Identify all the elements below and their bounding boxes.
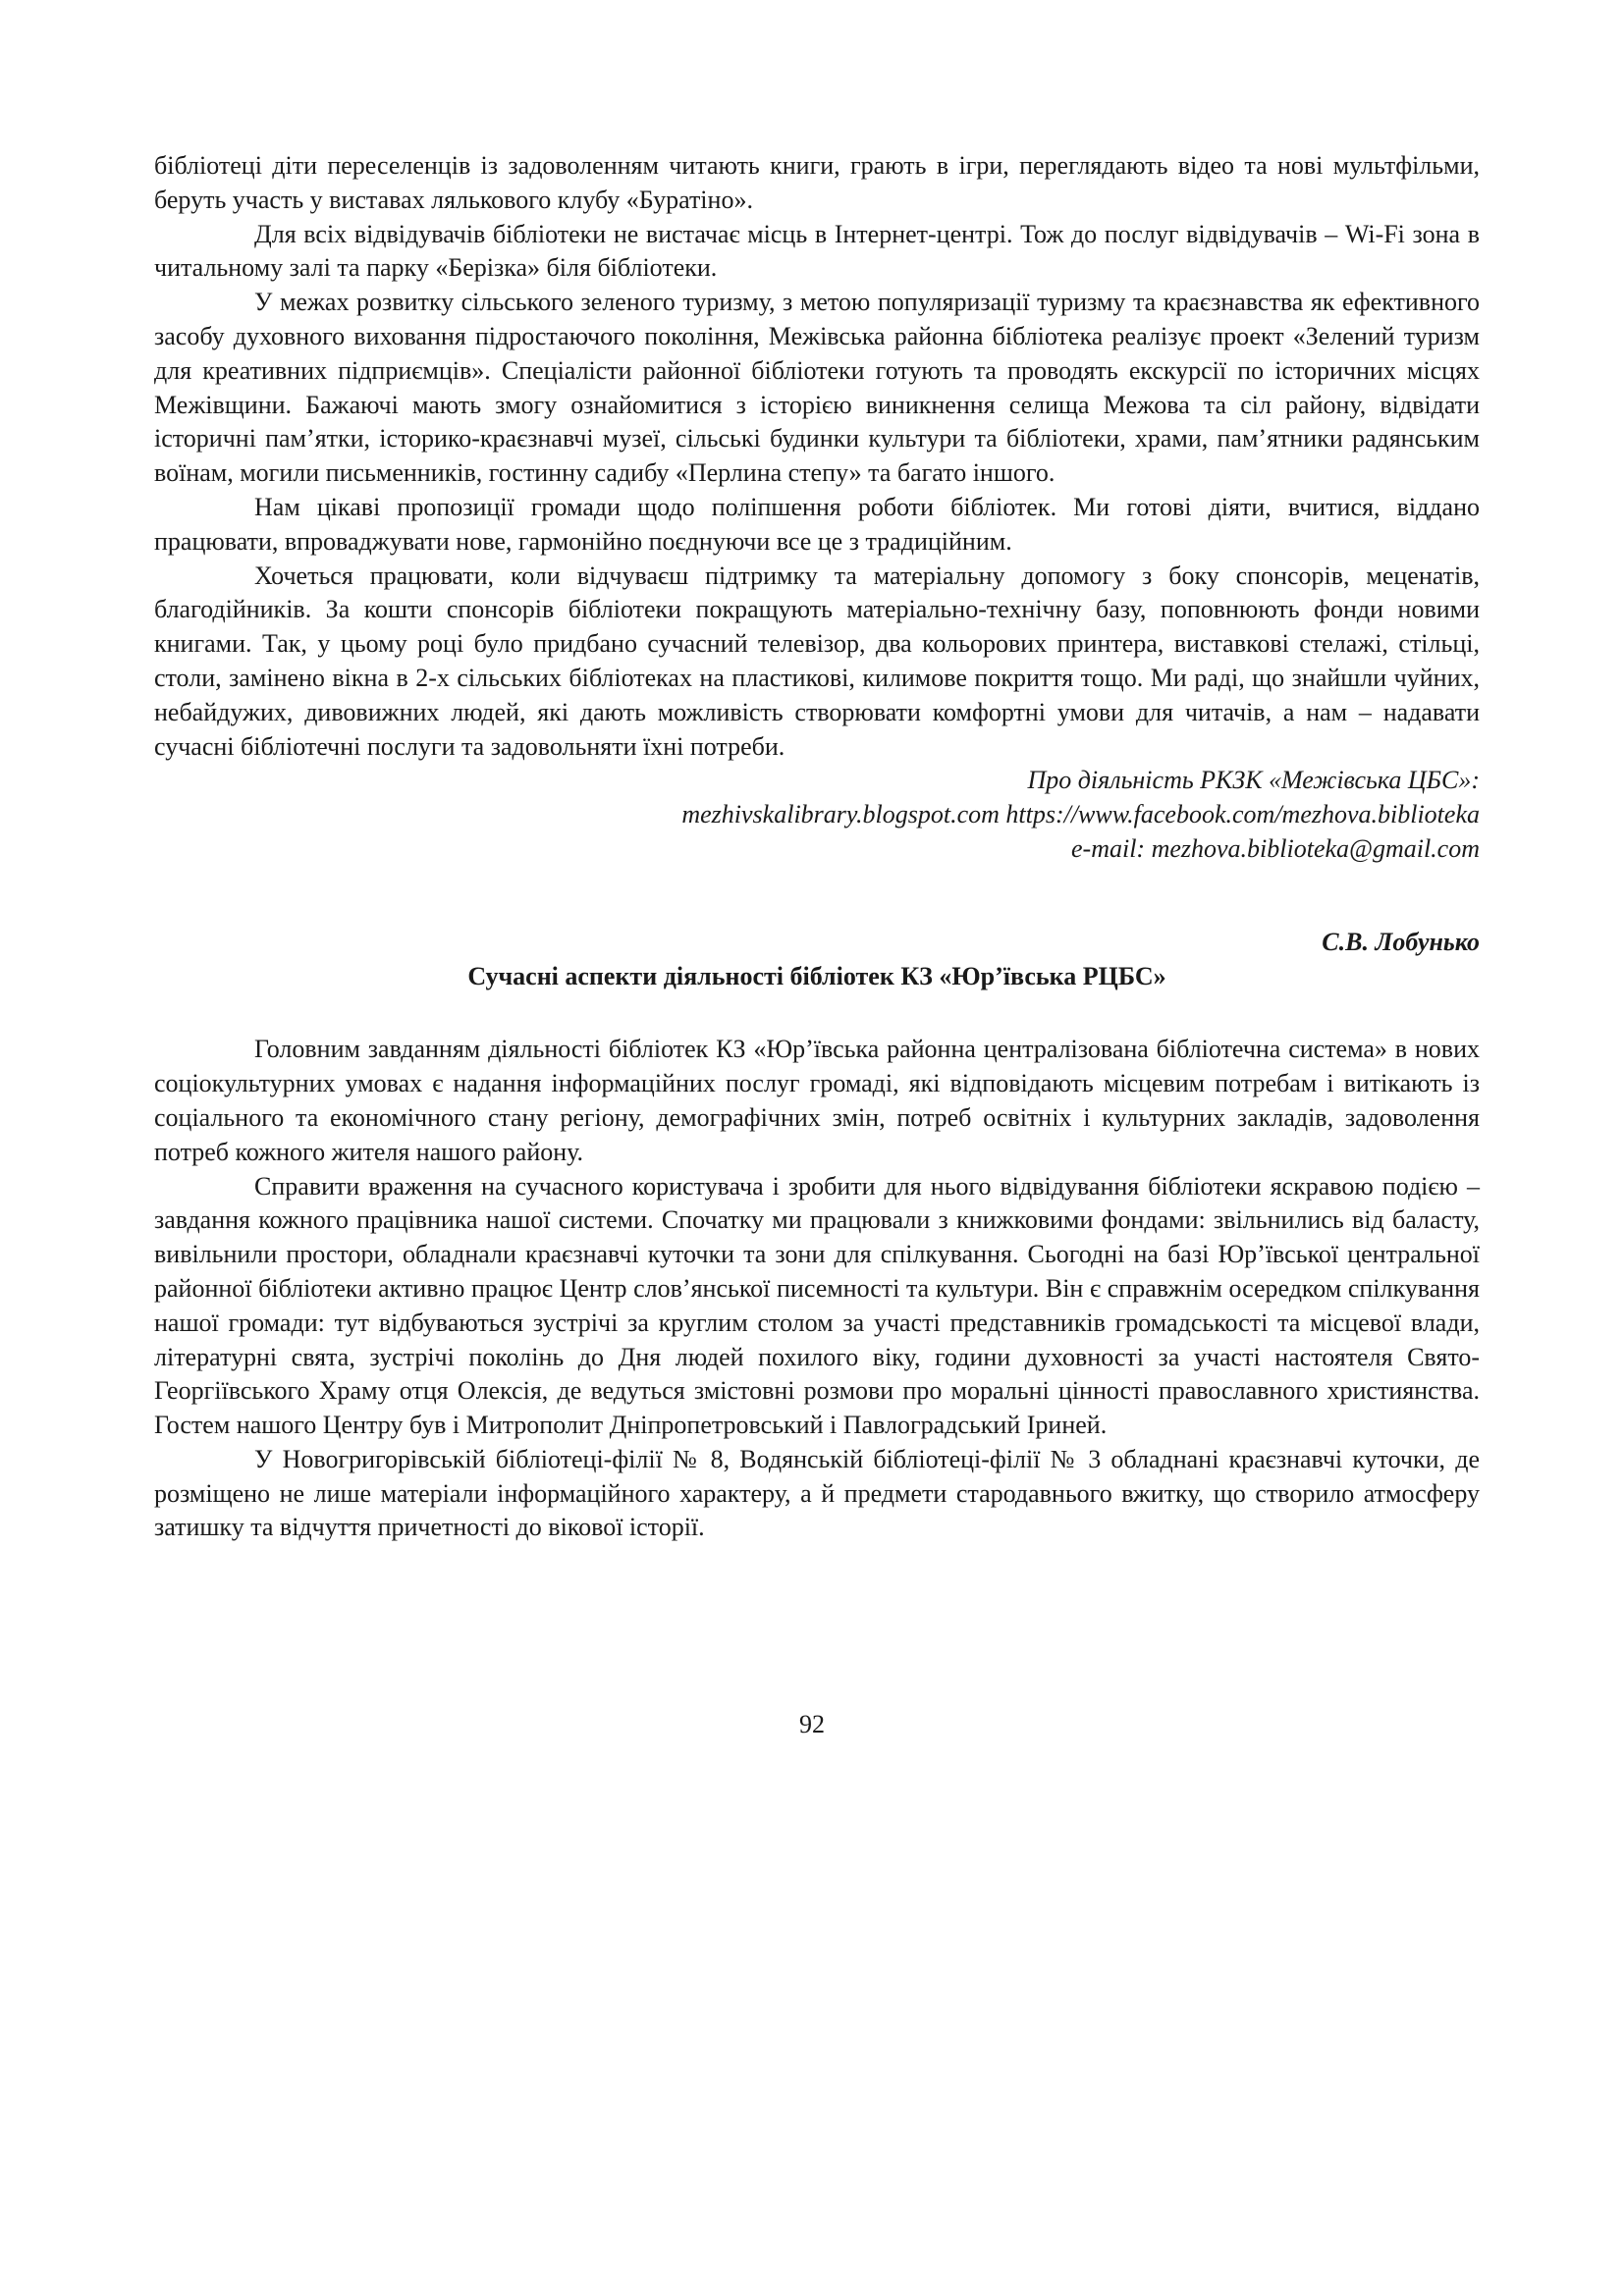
- source-info-label: Про діяльність РКЗК «Межівська ЦБС»:: [1027, 766, 1480, 795]
- page-content: [154, 149, 1480, 1545]
- paragraph: бібліотеці діти переселенців із задоволенням читають книги, грають в ігри, переглядають відео та нові мультфільми, беруть участь у виставах лялькового клубу «Буратіно».: [154, 151, 1480, 214]
- paragraph: Справити враження на сучасного користувача і зробити для нього відвідування бібліотеки яскравою подією – завдання кожного працівника нашої системи. Спочатку ми працювали з книжковими фондами: звільнились від баласту, вивільнили простори, обладнали краєзнавчі куточки та зони для спілкування. Сьогодні на базі Юр’ївської центральної районної бібліотеки активно працює Центр слов’янської писемності та культури. Він є справжнім осередком спілкування нашої громади: тут відбуваються зустрічі за круглим столом за участі представників громадськості та місцевої влади, літературні свята, зустрічі поколінь до Дня людей похилого віку, години духовності за участі настоятеля Свято-Георгіївського Храму отця Олексія, де ведуться змістовні розмови про моральні цінності православного християнства. Гостем нашого Центру був і Митрополит Дніпропетровський і Павлоградський Іриней.: [154, 1171, 1480, 1440]
- source-links[interactable]: mezhivskalibrary.blogspot.com https://www.facebook.com/mezhova.biblioteka: [681, 800, 1480, 829]
- paragraph: Хочеться працювати, коли відчуваєш підтримку та матеріальну допомогу з боку спонсорів, меценатів, благодійників. За кошти спонсорів бібліотеки покращують матеріально-технічну базу, поповнюють фонди новими книгами. Так, у цьому році було придбано сучасний телевізор, два кольорових принтера, виставкові стелажі, стільці, столи, замінено вікна в 2-х сільських бібліотеках на пластикові, килимове покриття тощо. Ми раді, що знайшли чуйних, небайдужих, дивовижних людей, які дають можливість створювати комфортні умови для читачів, а нам – надавати сучасні бібліотечні послуги та задовольняти їхні потреби.: [154, 561, 1480, 761]
- article-author: С.В. Лобунько: [1322, 927, 1480, 956]
- paragraph: Нам цікаві пропозиції громади щодо поліпшення роботи бібліотек. Ми готові діяти, вчитися, віддано працювати, впроваджувати нове, гармонійно поєднуючи все це з традиційним.: [154, 492, 1480, 556]
- page-number: 92: [799, 1710, 825, 1738]
- paragraph: Головним завданням діяльності бібліотек КЗ «Юр’ївська районна централізована бібліотечна система» в нових соціокультурних умовах є надання інформаційних послуг громаді, які відповідають місцевим потребам і витікають із соціального та економічного стану регіону, демографічних змін, потреб освітніх і культурних закладів, задоволення потреб кожного жителя нашого району.: [154, 1035, 1480, 1166]
- paragraph: У Новогригорівській бібліотеці-філії № 8, Водянській бібліотеці-філії № 3 обладнані краєзнавчі куточки, де розміщено не лише матеріали інформаційного характеру, а й предмети стародавнього вжитку, що створило атмосферу затишку та відчуття причетності до вікової історії.: [154, 1444, 1480, 1542]
- paragraph: Для всіх відвідувачів бібліотеки не вистачає місць в Інтернет-центрі. Тож до послуг відвідувачів – Wi-Fi зона в читальному залі та парку «Берізка» біля бібліотеки.: [154, 219, 1480, 283]
- source-info: [154, 764, 1480, 866]
- paragraph: У межах розвитку сільського зеленого туризму, з метою популяризації туризму та краєзнавства як ефективного засобу духовного виховання підростаючого покоління, Межівська районна бібліотека реалізує проект «Зелений туризм для креативних підприємців». Спеціалісти районної бібліотеки готують та проводять екскурсії по історичних місцях Межівщини. Бажаючі мають змогу ознайомитися з історією виникнення селища Межова та сіл району, відвідати історичні пам’ятки, історико-краєзнавчі музеї, сільські будинки культури та бібліотеки, храми, пам’ятники радянським воїнам, могили письменників, гостинну садибу «Перлина степу» та багато іншого.: [154, 288, 1480, 488]
- source-email[interactable]: e-mail: mezhova.biblioteka@gmail.com: [1071, 833, 1480, 863]
- article-title: Сучасні аспекти діяльності бібліотек КЗ «Юр’ївська РЦБС»: [467, 961, 1166, 990]
